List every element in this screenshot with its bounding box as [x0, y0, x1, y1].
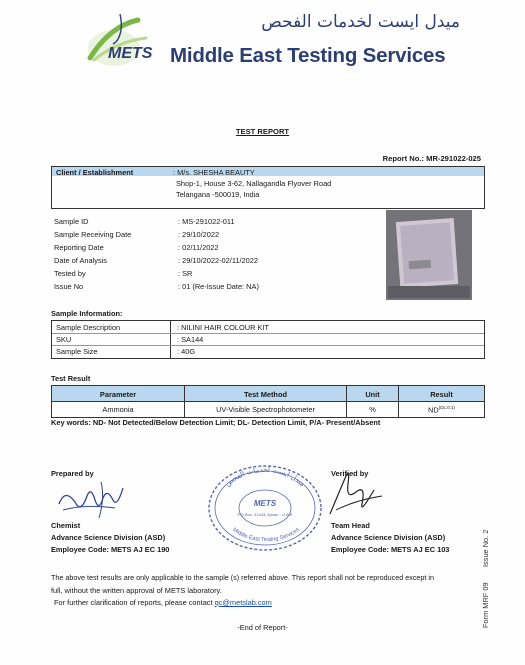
detail-value: : SR [178, 269, 193, 278]
sample-info-value: : NILINI HAIR COLOUR KIT [177, 323, 269, 332]
result-unit: % [369, 405, 376, 414]
stamp-logo-text: METS [253, 499, 277, 508]
sample-photo [386, 210, 472, 300]
prepared-by-label: Prepared by [51, 469, 94, 478]
detail-value: : 29/10/2022-02/11/2022 [178, 256, 258, 265]
keywords-note: Key words: ND- Not Detected/Below Detection Limit; DL- Detection Limit, P/A- Present/Absent [51, 418, 381, 427]
prepared-employee-code: Employee Code: METS AJ EC 190 [51, 545, 170, 554]
result-method: UV-Visible Spectrophotometer [216, 405, 315, 414]
detail-label: Reporting Date [54, 243, 104, 252]
sample-info-label: Sample Description [56, 323, 121, 332]
detail-label: Date of Analysis [54, 256, 107, 265]
contact-email-link[interactable]: qc@metslab.com [214, 598, 272, 607]
column-header: Result [430, 390, 453, 399]
sample-info-label: Sample Size [56, 347, 98, 356]
detail-value: : 01 (Re-Issue Date: NA) [178, 282, 259, 291]
sample-info-table [51, 320, 485, 359]
verified-by-label: Verified by [331, 469, 369, 478]
detail-label: Tested by [54, 269, 86, 278]
end-of-report: -End of Report- [237, 623, 288, 632]
client-address-line2: Telangana -500019, India [176, 190, 260, 199]
stamp-po-box: P.O.Box: 31443, Ajman - U.A.E [237, 512, 293, 517]
verified-role: Team Head [331, 521, 370, 530]
column-header: Test Method [244, 390, 287, 399]
result-value: $ND^{(DL:0.1)}$ [428, 405, 455, 415]
verified-division: Advance Science Division (ASD) [331, 533, 446, 542]
prepared-division: Advance Science Division (ASD) [51, 533, 166, 542]
test-result-table [51, 385, 485, 418]
detail-label: Sample ID [54, 217, 89, 226]
form-number-side: Form MRF 09 [481, 582, 490, 628]
detail-label: Sample Receiving Date [54, 230, 132, 239]
stamp-english-text: Middle East Testing Services [231, 526, 301, 544]
prepared-signature [55, 478, 135, 522]
report-number: Report No.: MR-291022-025 [382, 154, 481, 163]
detail-value: : 29/10/2022 [178, 230, 220, 239]
detail-value: : MS-291022-011 [178, 217, 235, 226]
client-box [51, 166, 485, 209]
issue-number-side: Issue No. 2 [481, 529, 490, 567]
verified-employee-code: Employee Code: METS AJ EC 103 [331, 545, 450, 554]
sample-info-value: : SA144 [177, 335, 204, 344]
verified-signature [326, 470, 386, 518]
sample-info-label: SKU [56, 335, 72, 344]
mets-logo [80, 8, 172, 68]
company-name: Middle East Testing Services [170, 44, 446, 67]
company-stamp [205, 458, 325, 553]
sample-info-heading: Sample Information: [51, 309, 123, 318]
client-address-line1: Shop-1, House 3-62, Nallagandla Flyover Road [176, 179, 332, 188]
contact-line: For further clarification of reports, please contact qc@metslab.com [54, 598, 272, 607]
result-parameter: Ammonia [102, 405, 134, 414]
client-label: Client / Establishment [56, 168, 134, 177]
detail-label: Issue No [54, 282, 84, 291]
client-name: : M/s. SHESHA BEAUTY [173, 168, 255, 177]
result-detection-limit: (DL:0.1) [438, 405, 455, 410]
detail-value: : 02/11/2022 [178, 243, 219, 252]
disclaimer-line2: full, without the written approval of METS laboratory. [51, 586, 222, 595]
stamp-arabic-text: ميدل ايست لخدمات الفحص [223, 465, 307, 489]
test-result-heading: Test Result [51, 374, 91, 383]
column-header: Unit [365, 390, 380, 399]
column-header: Parameter [99, 390, 137, 399]
prepared-role: Chemist [51, 521, 81, 530]
logo-text: METS [108, 45, 153, 62]
company-name-arabic: ميدل ايست لخدمات الفحص [261, 12, 460, 32]
report-title: TEST REPORT [235, 127, 290, 136]
sample-info-value: : 40G [177, 347, 196, 356]
disclaimer-line1: The above test results are only applicable to the sample (s) referred above. This report shall not be reproduced except in [51, 573, 435, 582]
